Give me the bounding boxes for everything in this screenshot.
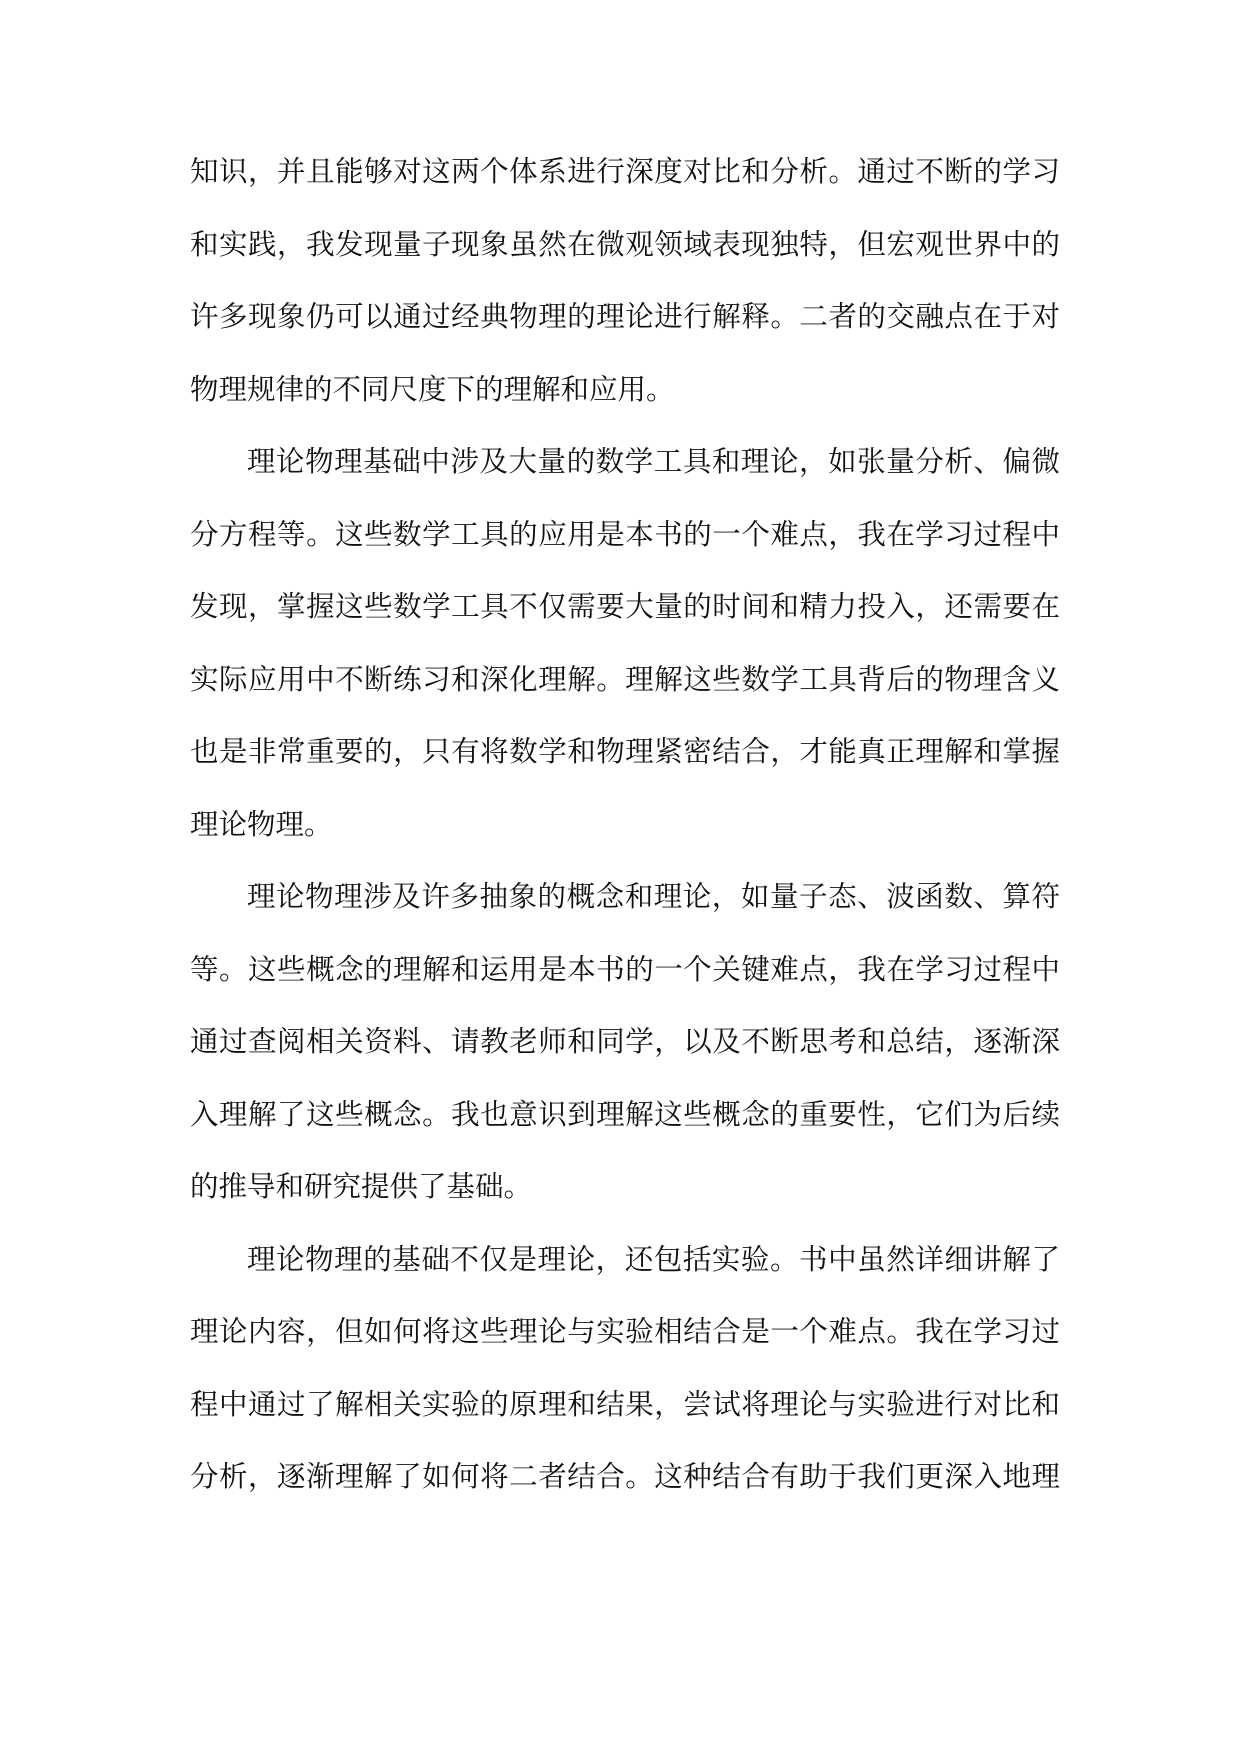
paragraph-3-line-1: 理论物理涉及许多抽象的概念和理论，如量子态、波函数、算符	[247, 880, 1060, 913]
paragraph-3-line-5: 的推导和研究提供了基础。	[190, 1170, 533, 1203]
paragraph-3-line-2: 等。这些概念的理解和运用是本书的一个关键难点，我在学习过程中	[190, 952, 1060, 986]
paragraph-3-line-3: 通过查阅相关资料、请教老师和同学，以及不断思考和总结，逐渐深	[190, 1025, 1060, 1058]
body-text	[190, 136, 1060, 1514]
paragraph-1-line-3: 许多现象仍可以通过经典物理的理论进行解释。二者的交融点在于对	[190, 300, 1060, 333]
paragraph-4-line-4: 分析，逐渐理解了如何将二者结合。这种结合有助于我们更深入地理	[190, 1460, 1060, 1493]
paragraph-4-line-1: 理论物理的基础不仅是理论，还包括实验。书中虽然详细讲解了	[247, 1242, 1060, 1276]
paragraph-4-line-2: 理论内容，但如何将这些理论与实验相结合是一个难点。我在学习过	[190, 1315, 1060, 1348]
paragraph-3-line-4: 入理解了这些概念。我也意识到理解这些概念的重要性，它们为后续	[190, 1097, 1060, 1131]
paragraph-1-line-1: 知识，并且能够对这两个体系进行深度对比和分析。通过不断的学习	[190, 155, 1060, 188]
paragraph-1-line-4: 物理规律的不同尺度下的理解和应用。	[190, 372, 675, 406]
paragraph-2-line-4: 实际应用中不断练习和深化理解。理解这些数学工具背后的物理含义	[190, 662, 1060, 696]
paragraph-2-line-2: 分方程等。这些数学工具的应用是本书的一个难点，我在学习过程中	[190, 517, 1060, 551]
paragraph-2-line-1: 理论物理基础中涉及大量的数学工具和理论，如张量分析、偏微	[247, 445, 1060, 478]
paragraph-2-line-6: 理论物理。	[190, 807, 333, 841]
paragraph-4-line-3: 程中通过了解相关实验的原理和结果，尝试将理论与实验进行对比和	[190, 1387, 1060, 1421]
paragraph-2-line-5: 也是非常重要的，只有将数学和物理紧密结合，才能真正理解和掌握	[190, 735, 1060, 768]
paragraph-1-line-2: 和实践，我发现量子现象虽然在微观领域表现独特，但宏观世界中的	[190, 227, 1060, 261]
paragraph-2-line-3: 发现，掌握这些数学工具不仅需要大量的时间和精力投入，还需要在	[190, 590, 1060, 623]
